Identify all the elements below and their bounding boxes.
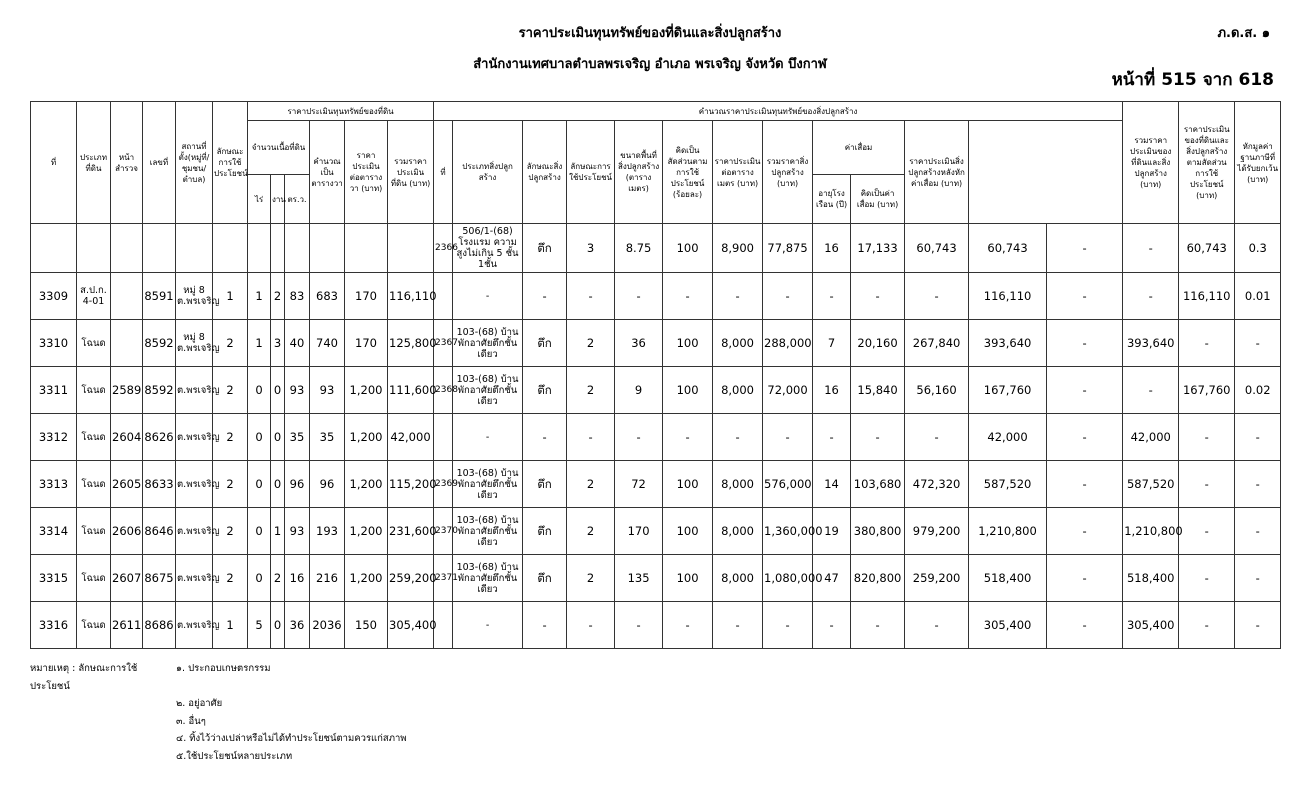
cell-price-per-sqwa: 1,200: [345, 367, 388, 414]
cell-b-total: 1,080,000: [763, 555, 813, 602]
cell-b-kind: -: [523, 602, 567, 649]
cell-b-usage: -: [567, 414, 615, 461]
cell-usage: 2: [213, 320, 248, 367]
cell-dep-amount: -: [851, 414, 905, 461]
cell-by-ratio: -: [1047, 273, 1123, 320]
cell-rai: 1: [248, 273, 271, 320]
cell-ngan: 0: [271, 602, 285, 649]
cell-b-usage: -: [567, 602, 615, 649]
cell-building-price: 8,900: [713, 224, 763, 273]
cell-exempt: 393,640: [1123, 320, 1179, 367]
cell-location: หมู่ 8 ต.พรเจริญ: [176, 273, 213, 320]
cell-land-total: 259,200: [388, 555, 434, 602]
cell-dep-amount: 380,800: [851, 508, 905, 555]
page-current: 515: [1161, 70, 1197, 90]
cell-taxable: -: [1179, 461, 1235, 508]
cell-grand-total: 167,760: [969, 367, 1047, 414]
cell-dep-amount: -: [851, 273, 905, 320]
cell-rate: -: [1235, 508, 1281, 555]
cell-ngan: 2: [271, 273, 285, 320]
cell-land-type: ส.ป.ก. 4-01: [77, 273, 111, 320]
cell-usage: 1: [213, 273, 248, 320]
cell-b-type: 103-(68) บ้านพักอาศัยตึกชั้นเดียว: [453, 508, 523, 555]
cell-building-usage: 3: [567, 224, 615, 273]
cell-rate: -: [1235, 414, 1281, 461]
cell-rai: 0: [248, 367, 271, 414]
cell-b-after-dep: 259,200: [905, 555, 969, 602]
cell-dep-amount: -: [851, 602, 905, 649]
cell-location: ต.พรเจริญ: [176, 461, 213, 508]
table-row: [31, 508, 1281, 555]
cell-b-price: 8,000: [713, 367, 763, 414]
cell-area-calc: 193: [310, 508, 345, 555]
cell-b-type: 103-(68) บ้านพักอาศัยตึกชั้นเดียว: [453, 461, 523, 508]
cell-rai: 1: [248, 320, 271, 367]
cell-area-calc: 35: [310, 414, 345, 461]
cell-exempt: 42,000: [1123, 414, 1179, 461]
cell-b-no: 2369: [434, 461, 453, 508]
cell-by-ratio: -: [1047, 602, 1123, 649]
cell-b-total: 72,000: [763, 367, 813, 414]
cell-rai: 0: [248, 414, 271, 461]
cell-sqwa: 40: [285, 320, 310, 367]
cell-area-calc: 683: [310, 273, 345, 320]
notes-label: หมายเหตุ : ลักษณะการใช้ประโยชน์: [30, 663, 138, 692]
cell-b-total: -: [763, 414, 813, 461]
cell-b-type: -: [453, 414, 523, 461]
cell-b-no: 2370: [434, 508, 453, 555]
cell-ngan: 3: [271, 320, 285, 367]
table-row: [31, 320, 1281, 367]
cell-no: 3313: [31, 461, 77, 508]
cell-b-pct: 100: [663, 461, 713, 508]
cell-b-pct: 100: [663, 508, 713, 555]
cell-ngan: 0: [271, 461, 285, 508]
note-item: ๒. อยู่อาศัย: [176, 698, 223, 709]
cell-location: ต.พรเจริญ: [176, 414, 213, 461]
cell-b-area: 170: [615, 508, 663, 555]
col-doc-no: เลขที่: [143, 102, 176, 224]
cell-location: ต.พรเจริญ: [176, 602, 213, 649]
cell-taxable: 116,110: [1179, 273, 1235, 320]
cell-building-type: 506/1-(68) โรงแรม ความสูงไม่เกิน 5 ชั้น 1ชั้น: [453, 224, 523, 273]
cell-survey-page: 2606: [111, 508, 143, 555]
cell-b-price: 8,000: [713, 508, 763, 555]
cell-b-type: 103-(68) บ้านพักอาศัยตึกชั้นเดียว: [453, 555, 523, 602]
cell-b-type: 103-(68) บ้านพักอาศัยตึกชั้นเดียว: [453, 367, 523, 414]
cell-by-ratio: -: [1047, 508, 1123, 555]
cell-survey-page: [111, 320, 143, 367]
cell-ngan: 1: [271, 508, 285, 555]
group-building-header: คำนวณราคาประเมินทุนทรัพย์ของสิ่งปลูกสร้าง: [434, 102, 1123, 121]
cell-grand-total: 587,520: [969, 461, 1047, 508]
cell-sqwa: 83: [285, 273, 310, 320]
cell-ngan: 0: [271, 367, 285, 414]
cell-grand-total: 116,110: [969, 273, 1047, 320]
cell-b-kind: -: [523, 273, 567, 320]
page-indicator: [1112, 66, 1274, 93]
cell-survey-page: 2604: [111, 414, 143, 461]
cell-b-kind: ตึก: [523, 367, 567, 414]
office-subtitle: สำนักงานเทศบาลตำบลพรเจริญ อำเภอ พรเจริญ จังหวัด บึงกาฬ: [473, 57, 827, 72]
col-grand-total: รวมราคาประเมินของที่ดินและสิ่งปลูกสร้าง (บาท): [1123, 102, 1179, 224]
cell-land-total: 125,800: [388, 320, 434, 367]
cell-exempt: -: [1123, 273, 1179, 320]
cell-usage: 2: [213, 461, 248, 508]
cell-b-price: -: [713, 273, 763, 320]
cell-taxable: -: [1179, 508, 1235, 555]
cell-b-usage: 2: [567, 461, 615, 508]
cell-exempt: -: [1123, 367, 1179, 414]
cell-land-type: โฉนด: [77, 602, 111, 649]
cell-price-per-sqwa: 1,200: [345, 508, 388, 555]
cell-land-total: 231,600: [388, 508, 434, 555]
col-land-type: ประเภทที่ดิน: [77, 102, 111, 224]
cell-area-calc: 96: [310, 461, 345, 508]
cell-rai: 5: [248, 602, 271, 649]
cell-location: หมู่ 8 ต.พรเจริญ: [176, 320, 213, 367]
cell-no: 3310: [31, 320, 77, 367]
cell-area-calc: 2036: [310, 602, 345, 649]
cell-rate: 0.01: [1235, 273, 1281, 320]
cell-b-total: -: [763, 273, 813, 320]
cell-location: ต.พรเจริญ: [176, 367, 213, 414]
col-building-price: ราคาประเมินต่อตารางเมตร (บาท): [713, 121, 763, 224]
cell-b-no: 2368: [434, 367, 453, 414]
cell-b-area: -: [615, 602, 663, 649]
col-land-total: รวมราคาประเมินที่ดิน (บาท): [388, 121, 434, 224]
cell-land-type: โฉนด: [77, 508, 111, 555]
cell-by-ratio: -: [1047, 414, 1123, 461]
cell-grand-total: 42,000: [969, 414, 1047, 461]
form-code: ภ.ด.ส. ๑: [1217, 26, 1270, 41]
note-item: ๕.ใช้ประโยชน์หลายประเภท: [176, 750, 293, 762]
cell-rate: -: [1235, 555, 1281, 602]
depreciation-group-header: ค่าเสื่อม: [813, 121, 905, 175]
col-price-per-sqwa: ราคาประเมินต่อตารางวา (บาท): [345, 121, 388, 224]
cell-by-ratio: -: [1047, 224, 1123, 273]
cell-b-after-dep: 56,160: [905, 367, 969, 414]
cell-b-kind: ตึก: [523, 508, 567, 555]
table-row: [31, 555, 1281, 602]
cell-b-kind: -: [523, 414, 567, 461]
cell-doc-no: 8646: [143, 508, 176, 555]
col-no: ที่: [31, 102, 77, 224]
cell-land-total: 305,400: [388, 602, 434, 649]
col-building-no: ที่: [434, 121, 453, 224]
cell-land-type: โฉนด: [77, 414, 111, 461]
cell-b-total: 288,000: [763, 320, 813, 367]
cell-sqwa: 36: [285, 602, 310, 649]
cell-land-total: 116,110: [388, 273, 434, 320]
cell-survey-page: 2589: [111, 367, 143, 414]
cell-doc-no: 8633: [143, 461, 176, 508]
page-total: 618: [1238, 70, 1274, 90]
cell-no: 3309: [31, 273, 77, 320]
cell-no: 3315: [31, 555, 77, 602]
table-row: [31, 602, 1281, 649]
table-row: [31, 414, 1281, 461]
cell-b-after-dep: -: [905, 414, 969, 461]
cell-b-usage: 2: [567, 367, 615, 414]
cell-grand-total: 305,400: [969, 602, 1047, 649]
cell-dep-age: -: [813, 414, 851, 461]
cell-b-area: -: [615, 273, 663, 320]
cell-depreciation-age: 16: [813, 224, 851, 273]
cell-survey-page: 2611: [111, 602, 143, 649]
cell-b-kind: ตึก: [523, 461, 567, 508]
cell-area-calc: 740: [310, 320, 345, 367]
cell-dep-age: -: [813, 273, 851, 320]
cell-ngan: 0: [271, 414, 285, 461]
col-exempt: หักมูลค่าฐานภาษีที่ได้รับยกเว้น (บาท): [1235, 102, 1281, 224]
page-title: ราคาประเมินทุนทรัพย์ของที่ดินและสิ่งปลูกสร้าง: [518, 26, 782, 41]
cell-sqwa: 16: [285, 555, 310, 602]
cell-b-pct: -: [663, 414, 713, 461]
cell-land-total: 111,600: [388, 367, 434, 414]
cell-doc-no: 8591: [143, 273, 176, 320]
cell-b-type: -: [453, 273, 523, 320]
cell-location: ต.พรเจริญ: [176, 508, 213, 555]
cell-sqwa: 93: [285, 367, 310, 414]
cell-b-pct: 100: [663, 320, 713, 367]
table-row: [31, 273, 1281, 320]
cell-dep-age: 16: [813, 367, 851, 414]
cell-dep-age: 19: [813, 508, 851, 555]
col-depreciation-amount: คิดเป็นค่าเสื่อม (บาท): [851, 175, 905, 224]
cell-taxable: -: [1179, 602, 1235, 649]
cell-dep-amount: 15,840: [851, 367, 905, 414]
col-sqwa: ตร.ว.: [285, 175, 310, 224]
cell-b-type: 103-(68) บ้านพักอาศัยตึกชั้นเดียว: [453, 320, 523, 367]
cell-b-pct: 100: [663, 555, 713, 602]
cell-doc-no: 8592: [143, 320, 176, 367]
cell-exempt: 305,400: [1123, 602, 1179, 649]
cell-b-usage: -: [567, 273, 615, 320]
cell-rate: -: [1235, 461, 1281, 508]
cell-doc-no: 8686: [143, 602, 176, 649]
cell-by-ratio: -: [1047, 320, 1123, 367]
area-group-header: จำนวนเนื้อที่ดิน: [248, 121, 310, 175]
cell-b-after-dep: 979,200: [905, 508, 969, 555]
col-building-usage: ลักษณะการใช้ประโยชน์: [567, 121, 615, 224]
note-item: ๓. อื่นๆ: [176, 715, 206, 727]
cell-b-price: 8,000: [713, 555, 763, 602]
cell-b-price: 8,000: [713, 320, 763, 367]
table-row: [31, 367, 1281, 414]
cell-b-area: 135: [615, 555, 663, 602]
col-after-depreciation: ราคาประเมินสิ่งปลูกสร้างหลังหักค่าเสื่อม (บาท): [905, 121, 969, 224]
cell-rai: 0: [248, 461, 271, 508]
cell-building-total: 77,875: [763, 224, 813, 273]
page-label: หน้าที่: [1111, 70, 1156, 90]
cell-dep-amount: 20,160: [851, 320, 905, 367]
cell-exempt: 1,210,800: [1123, 508, 1179, 555]
cell-sqwa: 35: [285, 414, 310, 461]
cell-dep-age: 14: [813, 461, 851, 508]
cell-b-after-dep: -: [905, 602, 969, 649]
col-building-pct: คิดเป็นสัดส่วนตามการใช้ประโยชน์ (ร้อยละ): [663, 121, 713, 224]
col-by-ratio: ราคาประเมินของที่ดินและสิ่งปลูกสร้างตามสัดส่วนการใช้ประโยชน์ (บาท): [1179, 102, 1235, 224]
cell-exempt: 587,520: [1123, 461, 1179, 508]
cell-b-no: 2367: [434, 320, 453, 367]
cell-survey-page: [111, 273, 143, 320]
cell-building-no: 2366: [434, 224, 453, 273]
cell-location: ต.พรเจริญ: [176, 555, 213, 602]
cell-b-area: 72: [615, 461, 663, 508]
cell-usage: 2: [213, 367, 248, 414]
cell-b-price: -: [713, 602, 763, 649]
cell-area-calc: 93: [310, 367, 345, 414]
notes-section: [30, 660, 407, 765]
cell-rate: 0.02: [1235, 367, 1281, 414]
cell-doc-no: 8675: [143, 555, 176, 602]
col-survey-page: หน้าสำรวจ: [111, 102, 143, 224]
cell-grand-total: 1,210,800: [969, 508, 1047, 555]
cell-area-calc: 216: [310, 555, 345, 602]
cell-b-pct: 100: [663, 367, 713, 414]
cell-dep-amount: 820,800: [851, 555, 905, 602]
cell-taxable: -: [1179, 320, 1235, 367]
cell-sqwa: 96: [285, 461, 310, 508]
col-building-total: รวมราคาสิ่งปลูกสร้าง (บาท): [763, 121, 813, 224]
cell-b-usage: 2: [567, 508, 615, 555]
cell-b-kind: ตึก: [523, 555, 567, 602]
cell-exempt: 518,400: [1123, 555, 1179, 602]
assessment-table: [30, 101, 1281, 649]
cell-doc-no: 8592: [143, 367, 176, 414]
cell-taxable: -: [1179, 414, 1235, 461]
cell-rate: -: [1235, 602, 1281, 649]
col-depreciation-age: อายุโรงเรือน (ปี): [813, 175, 851, 224]
cell-no: 3316: [31, 602, 77, 649]
cell-b-usage: 2: [567, 555, 615, 602]
cell-price-per-sqwa: 170: [345, 273, 388, 320]
cell-b-after-dep: 267,840: [905, 320, 969, 367]
cell-b-total: 1,360,000: [763, 508, 813, 555]
cell-land-total: 42,000: [388, 414, 434, 461]
cell-survey-page: 2607: [111, 555, 143, 602]
cell-grand-total: 518,400: [969, 555, 1047, 602]
cell-price-per-sqwa: 1,200: [345, 414, 388, 461]
cell-b-no: 2371: [434, 555, 453, 602]
cell-land-total: 115,200: [388, 461, 434, 508]
cell-by-ratio: -: [1047, 461, 1123, 508]
cell-building-kind: ตึก: [523, 224, 567, 273]
cell-price-per-sqwa: 1,200: [345, 555, 388, 602]
cell-b-total: -: [763, 602, 813, 649]
cell-price-per-sqwa: 170: [345, 320, 388, 367]
cell-land-type: โฉนด: [77, 461, 111, 508]
cell-no: 3312: [31, 414, 77, 461]
cell-dep-age: 7: [813, 320, 851, 367]
cell-b-usage: 2: [567, 320, 615, 367]
cell-taxable: 60,743: [1179, 224, 1235, 273]
cell-b-total: 576,000: [763, 461, 813, 508]
cell-exempt: -: [1123, 224, 1179, 273]
col-rai: ไร่: [248, 175, 271, 224]
cell-b-no: [434, 414, 453, 461]
cell-b-price: 8,000: [713, 461, 763, 508]
cell-land-type: โฉนด: [77, 367, 111, 414]
cell-b-after-dep: 472,320: [905, 461, 969, 508]
cell-after-depreciation: 60,743: [905, 224, 969, 273]
cell-land-type: โฉนด: [77, 555, 111, 602]
table-row: [31, 461, 1281, 508]
cell-no: 3311: [31, 367, 77, 414]
cell-dep-age: -: [813, 602, 851, 649]
cell-b-kind: ตึก: [523, 320, 567, 367]
cell-land-type: โฉนด: [77, 320, 111, 367]
col-ngan: งาน: [271, 175, 285, 224]
cell-depreciation-amount: 17,133: [851, 224, 905, 273]
col-building-area: ขนาดพื้นที่สิ่งปลูกสร้าง (ตารางเมตร): [615, 121, 663, 224]
cell-b-pct: -: [663, 273, 713, 320]
cell-b-area: 9: [615, 367, 663, 414]
cell-price-per-sqwa: 1,200: [345, 461, 388, 508]
cell-b-type: -: [453, 602, 523, 649]
cell-building-pct: 100: [663, 224, 713, 273]
cell-usage: 2: [213, 414, 248, 461]
col-area-calc: คำนวณเป็นตารางวา: [310, 121, 345, 224]
col-building-type: ประเภทสิ่งปลูกสร้าง: [453, 121, 523, 224]
cell-dep-age: 47: [813, 555, 851, 602]
page-separator: จาก: [1202, 70, 1233, 90]
cell-sqwa: 93: [285, 508, 310, 555]
cell-rate: 0.3: [1235, 224, 1281, 273]
note-item: ๔. ทิ้งไว้ว่างเปล่าหรือไม่ได้ทำประโยชน์ตามควรแก่สภาพ: [176, 733, 407, 744]
col-location: สถานที่ตั้ง(หมู่ที่/ชุมชน/ตำบล): [176, 102, 213, 224]
cell-survey-page: 2605: [111, 461, 143, 508]
cell-building-area: 8.75: [615, 224, 663, 273]
col-building-kind: ลักษณะสิ่งปลูกสร้าง: [523, 121, 567, 224]
cell-b-area: 36: [615, 320, 663, 367]
cell-b-price: -: [713, 414, 763, 461]
cell-doc-no: 8626: [143, 414, 176, 461]
cell-dep-amount: 103,680: [851, 461, 905, 508]
col-usage: ลักษณะการใช้ประโยชน์: [213, 102, 248, 224]
cell-b-pct: -: [663, 602, 713, 649]
cell-b-after-dep: -: [905, 273, 969, 320]
cell-rai: 0: [248, 508, 271, 555]
cell-by-ratio: -: [1047, 367, 1123, 414]
cell-grand-total: 60,743: [969, 224, 1047, 273]
cell-no: 3314: [31, 508, 77, 555]
cell-usage: 1: [213, 602, 248, 649]
group-land-header: ราคาประเมินทุนทรัพย์ของที่ดิน: [248, 102, 434, 121]
cell-taxable: -: [1179, 555, 1235, 602]
table-row: [31, 224, 1281, 273]
cell-price-per-sqwa: 150: [345, 602, 388, 649]
cell-b-area: -: [615, 414, 663, 461]
cell-grand-total: 393,640: [969, 320, 1047, 367]
cell-rai: 0: [248, 555, 271, 602]
cell-taxable: 167,760: [1179, 367, 1235, 414]
cell-rate: -: [1235, 320, 1281, 367]
cell-ngan: 2: [271, 555, 285, 602]
note-item: ๑. ประกอบเกษตรกรรม: [176, 663, 271, 674]
cell-usage: 2: [213, 555, 248, 602]
cell-by-ratio: -: [1047, 555, 1123, 602]
cell-usage: 2: [213, 508, 248, 555]
